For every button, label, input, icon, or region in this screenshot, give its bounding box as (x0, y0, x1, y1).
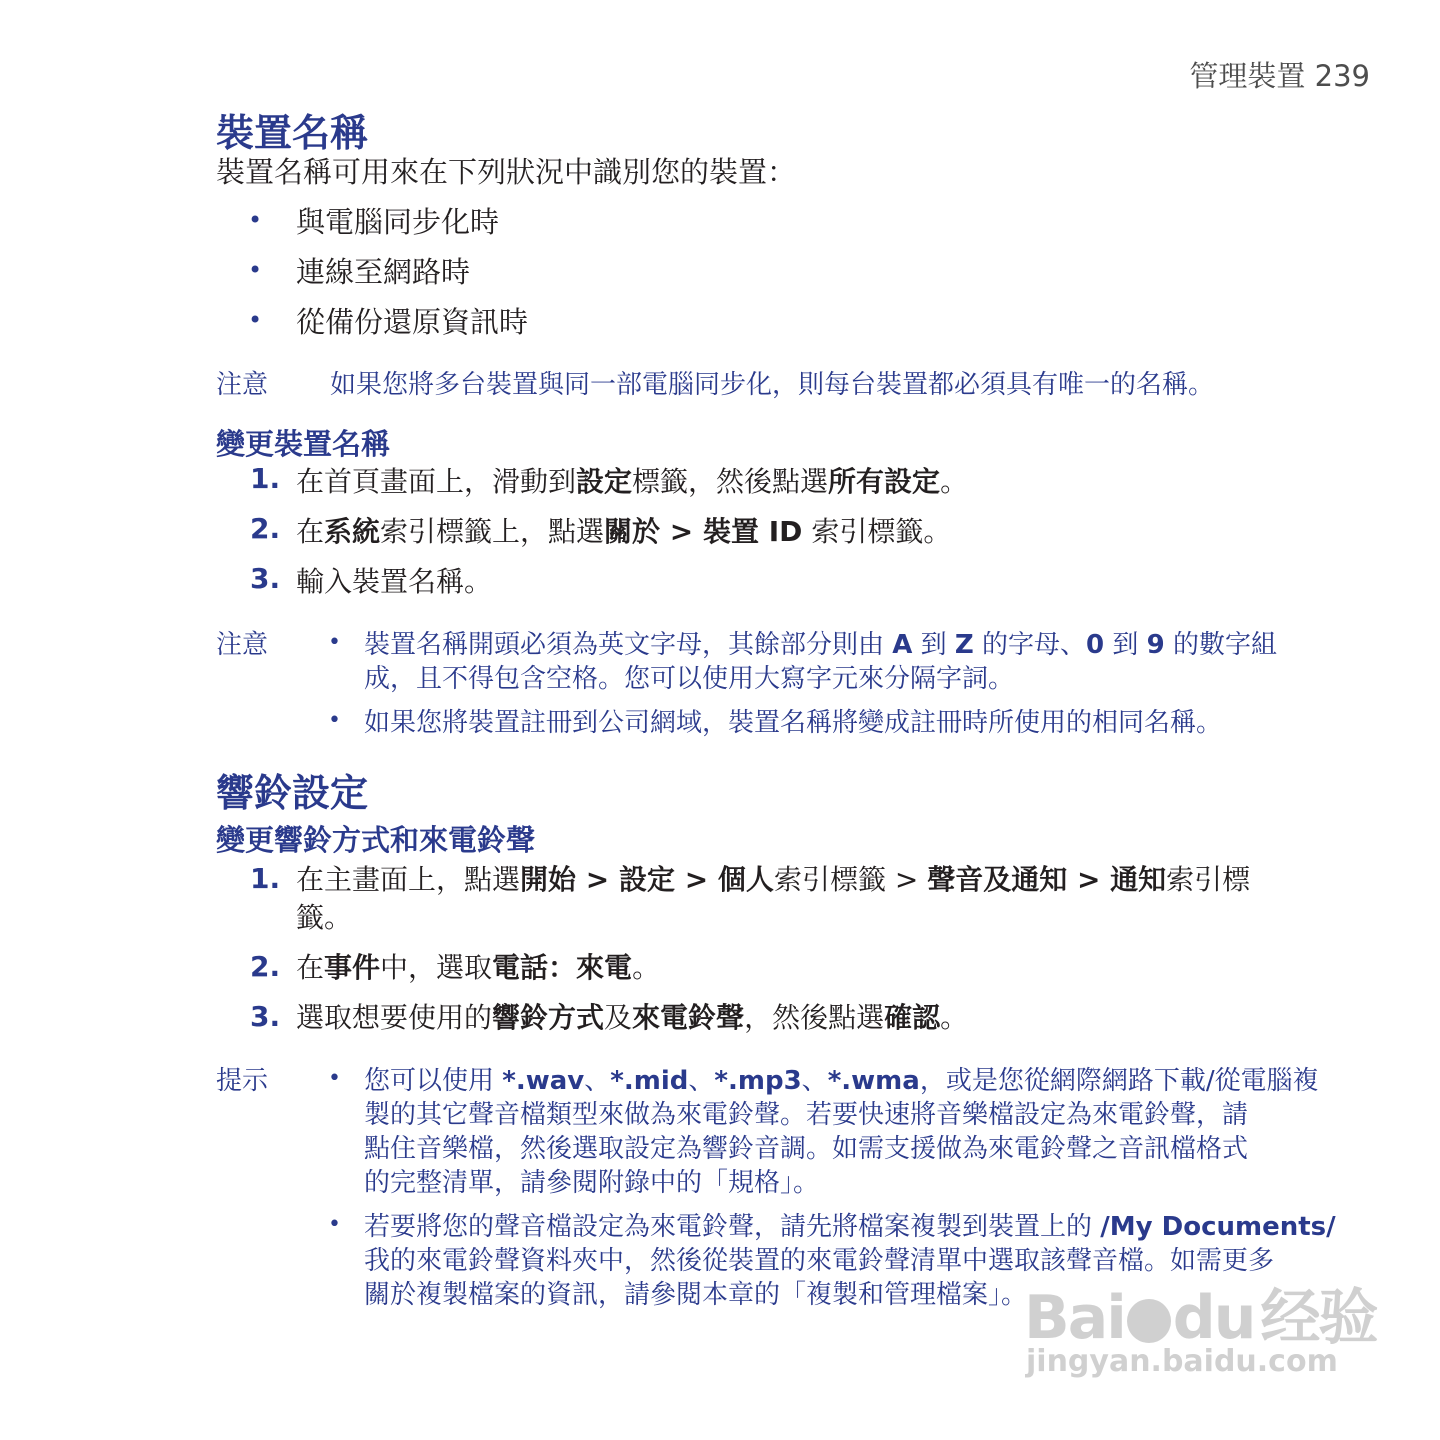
note-text: 如果您將多台裝置與同一部電腦同步化，則每台裝置都必須具有唯一的名稱。 (330, 370, 1215, 400)
step-number: 2. (250, 512, 281, 545)
tip-text: 若要將您的聲音檔設定為來電鈴聲，請先將檔案複製到裝置上的 /My Documents/ (364, 1212, 1336, 1242)
tip-text: 點住音樂檔，然後選取設定為響鈴音調。如需支援做為來電鈴聲之音訊檔格式 (364, 1134, 1249, 1164)
bullet-icon: • (328, 708, 341, 733)
step-text: 在事件中，選取電話：來電。 (296, 951, 661, 984)
step-text: 輸入裝置名稱。 (296, 565, 493, 598)
subsection-title-change-name: 變更裝置名稱 (216, 427, 391, 461)
bullet-icon: • (328, 1066, 341, 1091)
step-text: 在首頁畫面上，滑動到設定標籤，然後點選所有設定。 (296, 465, 969, 498)
header-section: 管理裝置 (1189, 59, 1306, 93)
baidu-watermark-url: jingyan.baidu.com (1026, 1344, 1338, 1379)
paw-icon (1127, 1299, 1171, 1343)
page-header (1100, 54, 1370, 95)
list-item: 從備份還原資訊時 (296, 305, 529, 339)
step-number: 1. (250, 862, 281, 895)
tip-text: 的完整清單，請參閱附錄中的「規格」。 (364, 1168, 820, 1198)
note-text: 成，且不得包含空格。您可以使用大寫字元來分隔字詞。 (364, 664, 1015, 694)
tip-text: 製的其它聲音檔類型來做為來電鈴聲。若要快速將音樂檔設定為來電鈴聲，請 (364, 1100, 1249, 1130)
section-intro: 裝置名稱可用來在下列狀況中識別您的裝置： (216, 155, 797, 189)
step-number: 3. (250, 1000, 281, 1033)
note-label: 注意 (216, 370, 269, 400)
bullet-icon: • (328, 1212, 341, 1237)
subsection-title-change-ring: 變更響鈴方式和來電鈴聲 (216, 823, 536, 857)
bullet-icon: • (248, 256, 263, 284)
tip-text: 關於複製檔案的資訊，請參閱本章的「複製和管理檔案」。 (364, 1280, 1028, 1310)
section-title-device-name: 裝置名稱 (216, 111, 369, 155)
step-text: 籤。 (296, 901, 353, 934)
page-number: 239 (1314, 59, 1370, 93)
step-text: 在系統索引標籤上，點選關於 > 裝置 ID 索引標籤。 (296, 515, 952, 548)
step-number: 1. (250, 462, 281, 495)
note-label: 注意 (216, 630, 269, 660)
note-text: 裝置名稱開頭必須為英文字母，其餘部分則由 A 到 Z 的字母、0 到 9 的數字組 (364, 630, 1278, 660)
bullet-icon: • (248, 306, 263, 334)
step-text: 選取想要使用的響鈴方式及來電鈴聲，然後點選確認。 (296, 1001, 969, 1034)
step-text: 在主畫面上，點選開始 > 設定 > 個人索引標籤 > 聲音及通知 > 通知索引標 (296, 863, 1251, 896)
baidu-watermark-logo: Bai du 经验 (1024, 1283, 1377, 1353)
tip-text: 我的來電鈴聲資料夾中，然後從裝置的來電鈴聲清單中選取該聲音檔。如需更多 (364, 1246, 1275, 1276)
list-item: 與電腦同步化時 (296, 205, 500, 239)
section-title-ring-settings: 響鈴設定 (216, 771, 369, 815)
list-item: 連線至網路時 (296, 255, 471, 289)
bullet-icon: • (248, 206, 263, 234)
tip-text: 您可以使用 *.wav、*.mid、*.mp3、*.wma，或是您從網際網路下載/從電腦複 (364, 1066, 1319, 1096)
bullet-icon: • (328, 630, 341, 655)
tip-label: 提示 (216, 1066, 269, 1096)
step-number: 2. (250, 950, 281, 983)
note-text: 如果您將裝置註冊到公司網域，裝置名稱將變成註冊時所使用的相同名稱。 (364, 708, 1223, 738)
step-number: 3. (250, 562, 281, 595)
